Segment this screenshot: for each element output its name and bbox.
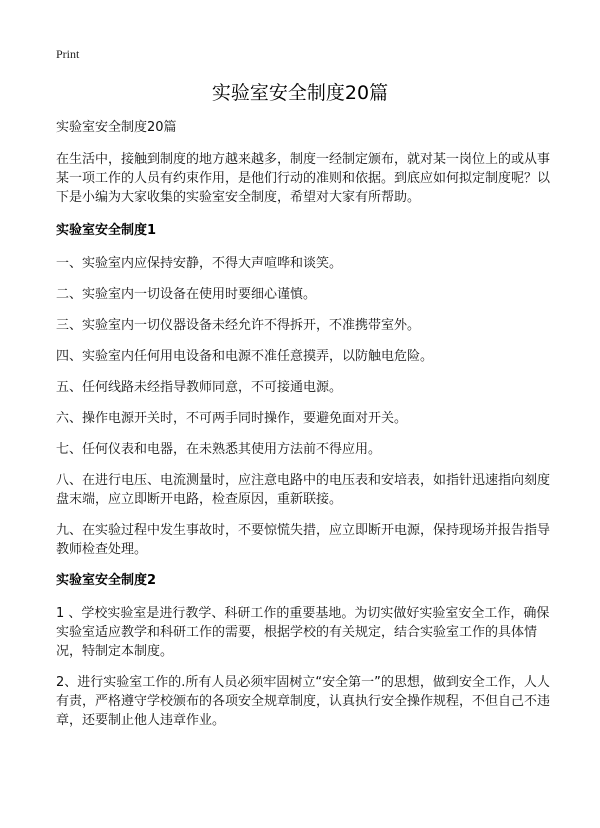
section-heading-2: 实验室安全制度2 (56, 573, 157, 588)
rule-item: 二、实验室内一切设备在使用时要细心谨慎。 (56, 287, 317, 302)
rule-item: 四、实验室内任何用电设备和电源不准任意摸弄，以防触电危险。 (56, 349, 434, 364)
rule-item: 六、操作电源开关时，不可两手同时操作，要避免面对开关。 (56, 411, 408, 426)
document-title: 实验室安全制度20篇 (211, 82, 389, 104)
rule-list-1 (56, 254, 550, 559)
print-label: Print (56, 47, 80, 61)
rule-item: 三、实验室内一切仪器设备未经允许不得拆开，不准携带室外。 (56, 318, 421, 333)
rule-item: 一、实验室内应保持安静，不得大声喧哗和谈笑。 (56, 256, 343, 271)
section-heading-1: 实验室安全制度1 (56, 223, 157, 238)
rule-item: 2、进行实验室工作的.所有人员必须牢固树立“安全第一”的思想，做到安全工作，人人有责，严格遵守学校颁布的各项安全规章制度，认真执行安全操作规程，不但自己不违章，还要制止他人违章作业。 (56, 675, 551, 728)
document-body (56, 118, 550, 742)
document-subtitle: 实验室安全制度20篇 (56, 120, 177, 135)
rule-list-2 (56, 604, 550, 730)
rule-item: 八、在进行电压、电流测量时，应注意电路中的电压表和安培表，如指针迅速指向刻度盘末端，应立即断开电路，检查原因，重新联接。 (56, 473, 551, 507)
intro-paragraph: 在生活中，接触到制度的地方越来越多，制度一经制定颁布，就对某一岗位上的或从事某一项工作的人员有约束作用，是他们行动的准则和依据。到底应如何拟定制度呢？以下是小编为大家收集的实验室安全制度，希望对大家有所帮助。 (56, 152, 551, 205)
rule-item: 五、任何线路未经指导教师同意，不可接通电源。 (56, 380, 343, 395)
rule-item: 1 、学校实验室是进行教学、科研工作的重要基地。为切实做好实验室安全工作，确保实验室适应教学和科研工作的需要，根据学校的有关规定，结合实验室工作的具体情况，特制定本制度。 (56, 606, 550, 659)
rule-item: 七、任何仪表和电器，在未熟悉其使用方法前不得应用。 (56, 442, 382, 457)
rule-item: 九、在实验过程中发生事故时，不要惊慌失措，应立即断开电源，保持现场并报告指导教师检查处理。 (56, 523, 551, 557)
